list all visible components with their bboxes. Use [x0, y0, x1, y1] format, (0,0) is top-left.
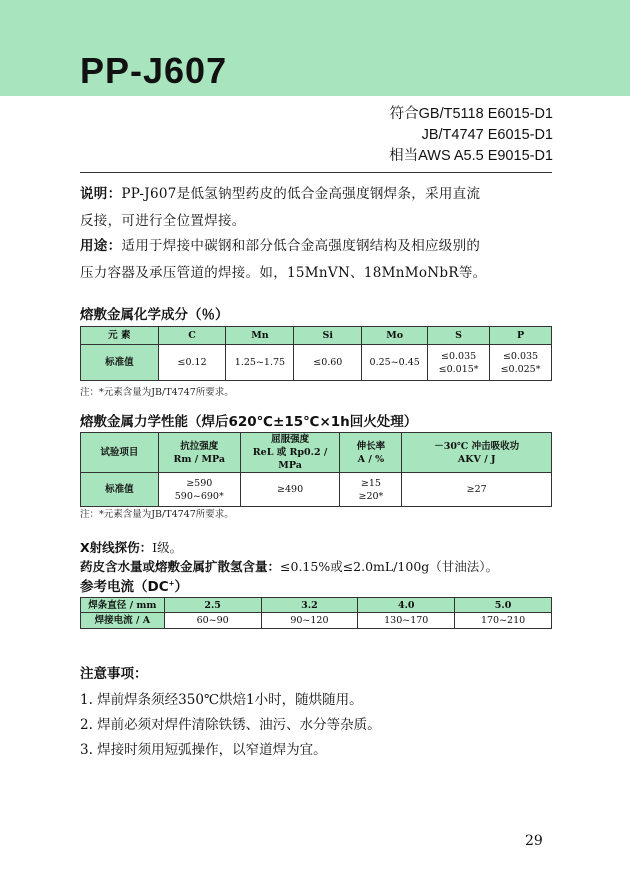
current-heading-sup: + — [168, 579, 175, 588]
usage-text: 适用于焊接中碳钢和部分低合金高强度钢结构及相应级别的 — [121, 238, 481, 254]
header-cell: Mn — [226, 327, 294, 345]
header-cell — [402, 433, 552, 473]
cell-tensile — [158, 473, 240, 507]
current-cell: 130~170 — [358, 613, 455, 629]
standard-line: 符合GB/T5118 E6015-D1 — [389, 106, 553, 122]
cell-mn: 1.25~1.75 — [226, 345, 294, 381]
cell-p-value-jb: ≤0.025* — [500, 363, 541, 375]
chem-heading: 熔敷金属化学成分（％） — [80, 307, 229, 323]
description-label: 说明： — [80, 186, 122, 202]
cell-value: ≥20* — [358, 490, 384, 502]
header-cell — [158, 433, 240, 473]
header-cell: Si — [294, 327, 362, 345]
usage-text: 压力容器及承压管道的焊接。如，15MnVN、18MnMoNbR等。 — [80, 265, 487, 281]
header-line: Rm / MPa — [173, 453, 226, 465]
standard-line: JB/T4747 E6015-D1 — [421, 127, 553, 143]
cell-elong — [340, 473, 402, 507]
current-heading — [80, 575, 188, 595]
standard-line: 相当AWS A5.5 E9015-D1 — [389, 148, 553, 164]
cell-s-value: ≤0.035 — [441, 350, 477, 362]
header-cell: S — [428, 327, 490, 345]
header-cell: 元 素 — [81, 327, 159, 345]
description-paragraph — [80, 181, 555, 235]
row-label: 焊接电流 / A — [81, 613, 165, 629]
header-line: AKV / J — [457, 453, 496, 465]
moisture-label: 药皮含水量或熔敷金属扩散氢含量： — [80, 559, 281, 574]
diameter-cell: 2.5 — [164, 598, 261, 613]
table-header-row — [81, 327, 552, 345]
header-cell — [340, 433, 402, 473]
header-cell — [240, 433, 340, 473]
diameter-cell: 5.0 — [455, 598, 552, 613]
page-number: 29 — [525, 833, 543, 849]
cell-value: ≥590 — [186, 477, 213, 489]
header-cell: 试验项目 — [81, 433, 159, 473]
moisture-line — [80, 557, 498, 575]
header-line: 屈服强度 — [271, 434, 310, 445]
usage-label: 用途： — [80, 238, 122, 254]
divider — [80, 172, 552, 173]
table-row — [81, 613, 552, 629]
row-label: 标准值 — [81, 473, 159, 507]
table-row — [81, 473, 552, 507]
header-line: 抗拉强度 — [180, 440, 219, 452]
notice-heading: 注意事项： — [80, 666, 148, 682]
usage-paragraph — [80, 233, 555, 287]
header-cell: Mo — [362, 327, 428, 345]
cell-c: ≤0.12 — [158, 345, 226, 381]
row-label: 焊条直径 / mm — [81, 598, 165, 613]
cell-value: ≥15 — [360, 477, 381, 489]
header-line: ReL 或 Rp0.2 / MPa — [252, 447, 328, 471]
xray-label: X射线探伤： — [80, 540, 153, 555]
cell-s-value-jb: ≤0.015* — [438, 363, 479, 375]
notice-item: 3. 焊接时须用短弧操作，以窄道焊为宜。 — [80, 742, 327, 758]
mech-heading: 熔敷金属力学性能（焊后620℃±15℃×1h回火处理） — [80, 414, 418, 430]
cell-yield: ≥490 — [240, 473, 340, 507]
cell-p-value: ≤0.035 — [502, 350, 539, 362]
diameter-cell: 4.0 — [358, 598, 455, 613]
table-header-row — [81, 433, 552, 473]
chem-table — [80, 326, 552, 381]
cell-p — [490, 345, 552, 381]
row-label: 标准值 — [81, 345, 159, 381]
current-cell: 90~120 — [261, 613, 358, 629]
product-title: PP-J607 — [80, 50, 228, 91]
current-cell: 60~90 — [164, 613, 261, 629]
header-line: A / % — [357, 453, 385, 465]
current-heading-text: 参考电流（DC — [80, 579, 169, 595]
cell-impact: ≥27 — [402, 473, 552, 507]
current-heading-end: ） — [174, 579, 188, 595]
xray-value: Ⅰ级。 — [152, 540, 183, 555]
header-cell: C — [158, 327, 226, 345]
xray-line — [80, 538, 182, 556]
header-line: －30℃ 冲击吸收功 — [434, 440, 520, 452]
description-text: PP-J607是低氢钠型药皮的低合金高强度钢焊条，采用直流 — [121, 186, 481, 202]
table-row — [81, 345, 552, 381]
current-table — [80, 597, 552, 629]
cell-si: ≤0.60 — [294, 345, 362, 381]
moisture-value: ≤0.15%或≤2.0mL/100g（甘油法）。 — [280, 559, 499, 574]
cell-s — [428, 345, 490, 381]
cell-value: 590~690* — [174, 490, 224, 502]
description-text: 反接，可进行全位置焊接。 — [80, 213, 246, 229]
mech-table — [80, 432, 552, 507]
notice-item: 2. 焊前必须对焊件清除铁锈、油污、水分等杂质。 — [80, 717, 381, 733]
header-cell: P — [490, 327, 552, 345]
header-line: 伸长率 — [356, 440, 386, 452]
diameter-cell: 3.2 — [261, 598, 358, 613]
notice-item: 1. 焊前焊条须经350℃烘焙1小时，随烘随用。 — [80, 692, 363, 708]
chem-footnote: 注：*元素含量为JB/T4747所要求。 — [80, 387, 234, 398]
mech-footnote: 注：*元素含量为JB/T4747所要求。 — [80, 509, 234, 520]
table-header-row — [81, 598, 552, 613]
cell-mo: 0.25~0.45 — [362, 345, 428, 381]
current-cell: 170~210 — [455, 613, 552, 629]
standards-block — [389, 104, 553, 167]
